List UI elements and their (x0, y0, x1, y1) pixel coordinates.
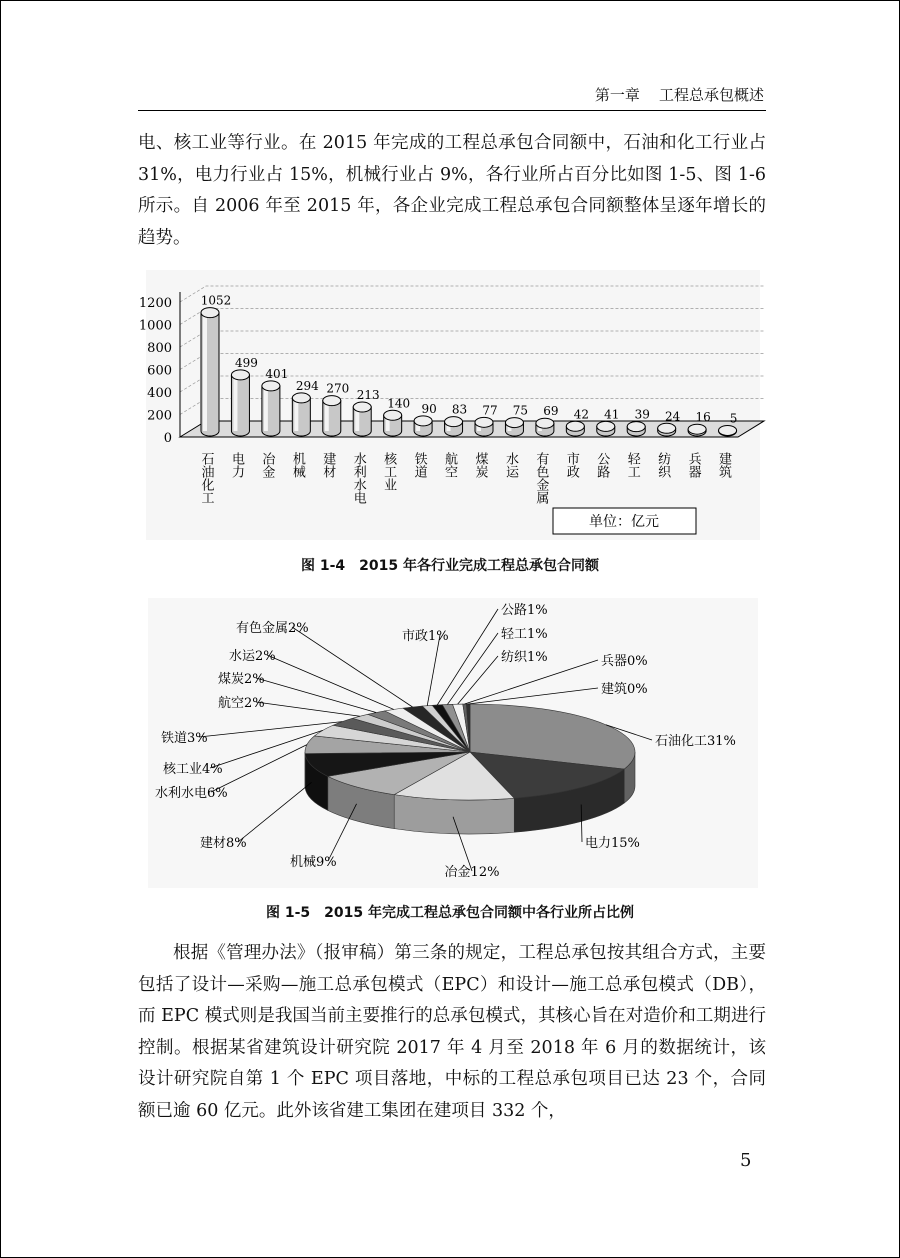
figure-1-5-caption: 图 1-5 2015 年完成工程总承包合同额中各行业所占比例 (265, 905, 634, 921)
bar-value-label: 77 (482, 403, 498, 418)
header-chapter: 第一章 (594, 86, 640, 104)
bar-value-label: 5 (729, 411, 738, 426)
pie-slice-label: 建材8% (200, 836, 247, 851)
bar-top (505, 418, 523, 428)
bar-top (292, 393, 310, 403)
bar-category-label: 建筑 (716, 452, 732, 478)
bar-category-label: 铁道 (411, 452, 427, 478)
bar-category-label: 有色金属 (533, 452, 549, 504)
bar-top (353, 402, 371, 412)
figure-1-4-caption: 图 1-4 2015 年各行业完成工程总承包合同额 (300, 558, 599, 574)
bar (505, 418, 523, 436)
pie-slice-label: 轻工1% (501, 627, 548, 642)
bar-highlight (203, 313, 207, 431)
y-tick-label: 400 (147, 386, 172, 401)
bar (536, 418, 554, 436)
header-title: 工程总承包概述 (658, 86, 764, 104)
bar-top (627, 422, 645, 432)
bar-value-label: 75 (512, 403, 529, 418)
bar (627, 422, 645, 436)
bar-value-label: 16 (695, 410, 711, 425)
pie-slice-label: 核工业4% (163, 762, 223, 777)
y-tick-label: 1200 (138, 296, 172, 311)
pie-slice-side (394, 795, 514, 834)
body-paragraph-2: 根据《管理办法》（报审稿）第三条的规定，工程总承包按其组合方式，主要包括了设计—采购—施工总承包模式（EPC）和设计—施工总承包模式（DB），而 EPC 模式则是我国当前主要推行的总承包模式，其核心旨在对造价和工期进行控制。根据某省建筑设计研究院 2017 年 4 月至 2018 年 6 月的数据统计，该设计研究院自第 1 个 EPC 项目落地，中标的工程总承包项目已达 23 个，合同额已逾 60 亿元。此外该省建工集团在建项目 332 个， (138, 943, 766, 1121)
bar-value-label: 270 (326, 381, 350, 396)
pie-slice-label: 水运2% (229, 649, 276, 664)
bar-category-label: 核工业 (381, 452, 397, 491)
bar (323, 396, 341, 436)
bar (658, 423, 676, 436)
bar-value-label: 83 (451, 402, 468, 417)
pie-slice-label: 纺织1% (501, 650, 548, 665)
pie-slice-label: 冶金12% (444, 865, 500, 880)
pie-slice-label: 机械9% (290, 855, 337, 870)
bar-highlight (264, 386, 268, 431)
bar-top (719, 425, 737, 435)
pie-slice-label: 石油化工31% (655, 734, 736, 749)
bar (262, 381, 280, 436)
bar (688, 424, 706, 436)
bar-highlight (233, 375, 237, 431)
pie-slice-label: 有色金属2% (236, 621, 309, 636)
bar-top (597, 421, 615, 431)
bar-category-label: 水利水电 (350, 452, 366, 504)
body-paragraph-1: 电、核工业等行业。在 2015 年完成的工程总承包合同额中，石油和化工行业占 31%，电力行业占 15%，机械行业占 9%，各行业所占百分比如图 1-5、图 1-6 所示。自 2006 年至 2015 年，各企业完成工程总承包合同额整体呈逐年增长的趋势。 (138, 133, 766, 248)
bar-top (536, 418, 554, 428)
y-tick-label: 0 (163, 431, 172, 446)
bar-category-label: 市政 (563, 452, 579, 478)
bar-category-label: 航空 (442, 452, 458, 478)
bar-category-label: 电力 (228, 452, 244, 478)
bar-category-label: 石油化工 (198, 452, 214, 504)
bar-value-label: 1052 (200, 293, 232, 308)
bar-top (262, 381, 280, 391)
bar (597, 421, 615, 436)
pie-slice-label: 建筑0% (601, 682, 648, 697)
bar-category-label: 公路 (594, 452, 610, 478)
y-tick-label: 200 (147, 408, 172, 424)
bar-value-label: 42 (573, 407, 589, 422)
bar-top (323, 396, 341, 406)
pie-chart (148, 598, 758, 888)
bar-category-label: 轻工 (624, 452, 640, 478)
pie-chart-top (305, 704, 635, 800)
bar-value-label: 213 (356, 388, 380, 403)
bar (384, 410, 402, 436)
y-tick-label: 800 (147, 341, 172, 356)
pie-slice-label: 公路1% (501, 603, 548, 618)
bar (566, 421, 584, 436)
y-tick-label: 1000 (138, 318, 172, 334)
bar-top (384, 410, 402, 420)
bar-top (688, 424, 706, 434)
bar-value-label: 499 (234, 355, 258, 370)
bar-category-label: 冶金 (259, 452, 275, 478)
bar-category-label: 水运 (502, 452, 518, 478)
pie-slice-label: 兵器0% (601, 654, 648, 669)
bar-chart (139, 270, 764, 540)
pie-slice-label: 市政1% (402, 629, 449, 644)
bar-category-label: 纺织 (655, 452, 671, 478)
bar (201, 308, 219, 436)
y-tick-label: 600 (147, 363, 172, 379)
pie-slice-label: 水利水电6% (155, 786, 228, 801)
bar (353, 402, 371, 436)
bar-value-label: 90 (421, 401, 437, 416)
bar-category-label: 兵器 (685, 452, 701, 478)
bar-top (201, 308, 219, 318)
bar-top (566, 421, 584, 431)
pie-slice-label: 煤炭2% (218, 672, 265, 687)
bar-value-label: 294 (295, 378, 319, 393)
bar-top (414, 416, 432, 426)
bar-value-label: 24 (665, 409, 681, 424)
unit-label: 单位：亿元 (589, 514, 659, 530)
pie-slice-label: 电力15% (585, 836, 640, 851)
bar (475, 417, 493, 436)
bar (292, 393, 310, 436)
page-number: 5 (740, 1150, 752, 1171)
bar-top (445, 417, 463, 427)
bar-top (658, 423, 676, 433)
bar-top (475, 417, 493, 427)
bar-value-label: 41 (604, 407, 620, 422)
pie-slice-label: 铁道3% (161, 731, 208, 746)
bar-value-label: 401 (265, 366, 289, 381)
bar-category-label: 煤炭 (472, 452, 488, 478)
bar (445, 417, 463, 436)
bar-value-label: 39 (634, 407, 650, 422)
bar-value-label: 140 (387, 396, 411, 411)
bar-category-label: 机械 (289, 452, 305, 478)
bar-value-label: 69 (543, 404, 559, 419)
bar (231, 370, 249, 436)
pie-slice-label: 航空2% (218, 696, 265, 711)
bar (414, 416, 432, 436)
bar (719, 425, 737, 436)
bar-category-label: 建材 (320, 452, 336, 478)
bar-top (231, 370, 249, 380)
